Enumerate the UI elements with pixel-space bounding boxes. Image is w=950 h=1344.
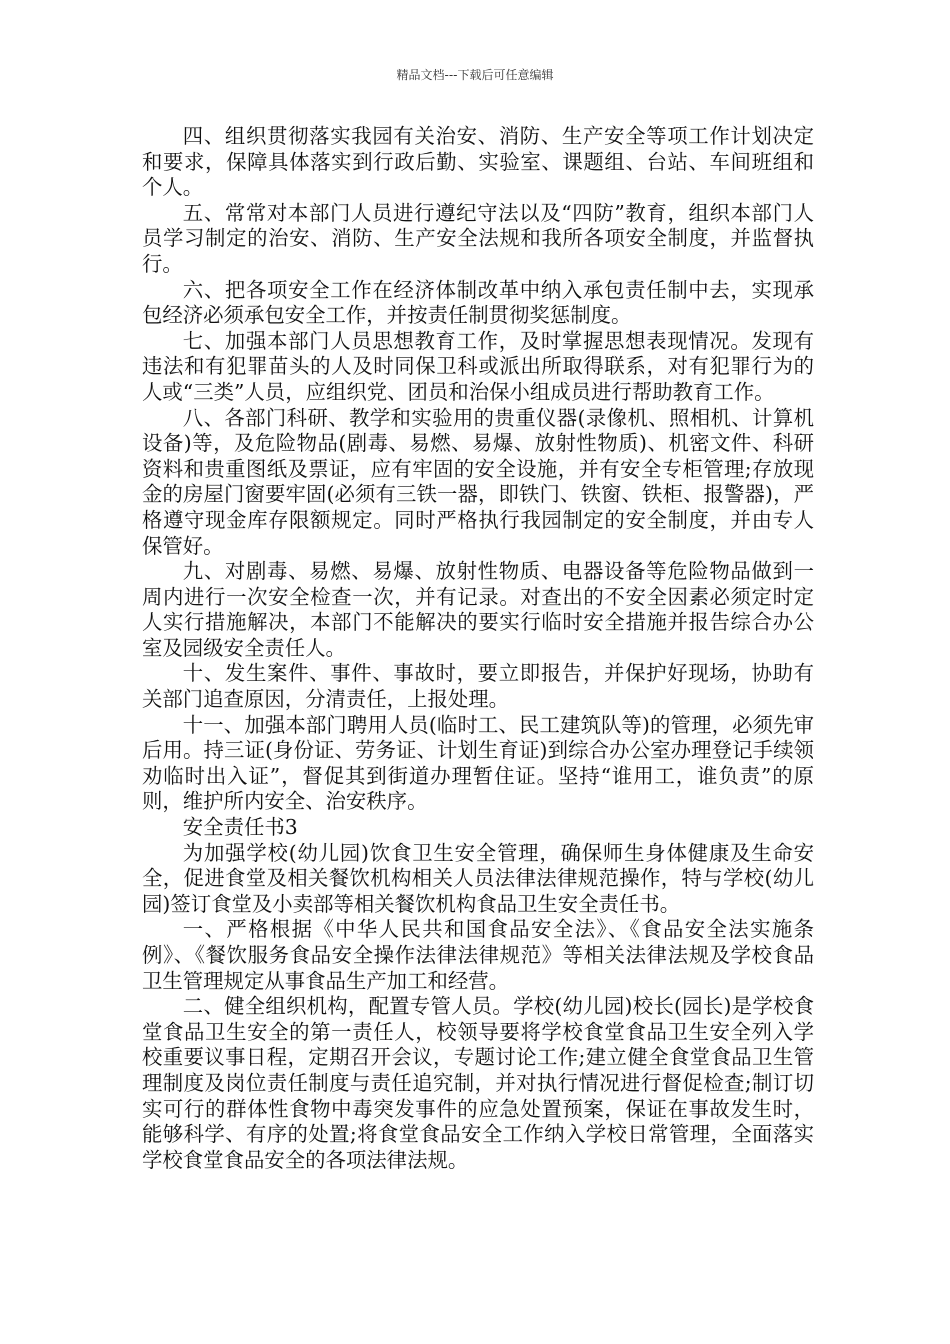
paragraph-10: 十、发生案件、事件、事故时，要立即报告，并保护好现场，协助有关部门追查原因，分清责任，上报处理。: [142, 661, 814, 712]
paragraph-9: 九、对剧毒、易燃、易爆、放射性物质、电器设备等危险物品做到一周内进行一次安全检查一次，并有记录。对查出的不安全因素必须定时定人实行措施解决，本部门不能解决的要实行临时安全措施并报告综合办公室及园级安全责任人。: [142, 559, 814, 660]
paragraph-5: 五、常常对本部门人员进行遵纪守法以及“四防”教育，组织本部门人员学习制定的治安、消防、生产安全法规和我所各项安全制度，并监督执行。: [142, 200, 814, 276]
section-item-1: 一、严格根据《中华人民共和国食品安全法》、《食品安全法实施条例》、《餐饮服务食品安全操作法律法律规范》等相关法律法规及学校食品卫生管理规定从事食品生产加工和经营。: [142, 917, 814, 993]
paragraph-4: 四、组织贯彻落实我园有关治安、消防、生产安全等项工作计划决定和要求，保障具体落实到行政后勤、实验室、课题组、台站、车间班组和个人。: [142, 124, 814, 200]
document-body: [142, 124, 814, 1173]
paragraph-8: 八、各部门科研、教学和实验用的贵重仪器(录像机、照相机、计算机设备)等，及危险物品(剧毒、易燃、易爆、放射性物质)、机密文件、科研资料和贵重图纸及票证，应有牢固的安全设施，并有安全专柜管理;存放现金的房屋门窗要牢固(必须有三铁一器，即铁门、铁窗、铁柜、报警器)，严格遵守现金库存限额规定。同时严格执行我园制定的安全制度，并由专人保管好。: [142, 405, 814, 558]
section-title: 安全责任书3: [182, 815, 298, 840]
page-header: 精品文档---下载后可任意编辑: [396, 68, 554, 82]
section-intro: 为加强学校(幼儿园)饮食卫生安全管理，确保师生身体健康及生命安全，促进食堂及相关餐饮机构相关人员法律法律规范操作，特与学校(幼儿园)签订食堂及小卖部等相关餐饮机构食品卫生安全责任书。: [142, 840, 814, 916]
section-item-2: 二、健全组织机构，配置专管人员。学校(幼儿园)校长(园长)是学校食堂食品卫生安全的第一责任人，校领导要将学校食堂食品卫生安全列入学校重要议事日程，定期召开会议，专题讨论工作;建立健全食堂食品卫生管理制度及岗位责任制度与责任追究制，并对执行情况进行督促检查;制订切实可行的群体性食物中毒突发事件的应急处置预案，保证在事故发生时，能够科学、有序的处置;将食堂食品安全工作纳入学校日常管理，全面落实学校食堂食品安全的各项法律法规。: [142, 994, 814, 1172]
paragraph-6: 六、把各项安全工作在经济体制改革中纳入承包责任制中去，实现承包经济必须承包安全工作，并按责任制贯彻奖惩制度。: [142, 277, 814, 328]
paragraph-11: 十一、加强本部门聘用人员(临时工、民工建筑队等)的管理，必须先审后用。持三证(身份证、劳务证、计划生育证)到综合办公室办理登记手续领劝临时出入证”，督促其到街道办理暂住证。坚持“谁用工，谁负责”的原则，维护所内安全、治安秩序。: [142, 712, 814, 814]
paragraph-7: 七、加强本部门人员思想教育工作，及时掌握思想表现情况。发现有违法和有犯罪苗头的人及时同保卫科或派出所取得联系，对有犯罪行为的人或“三类”人员，应组织党、团员和治保小组成员进行帮助教育工作。: [142, 328, 814, 404]
